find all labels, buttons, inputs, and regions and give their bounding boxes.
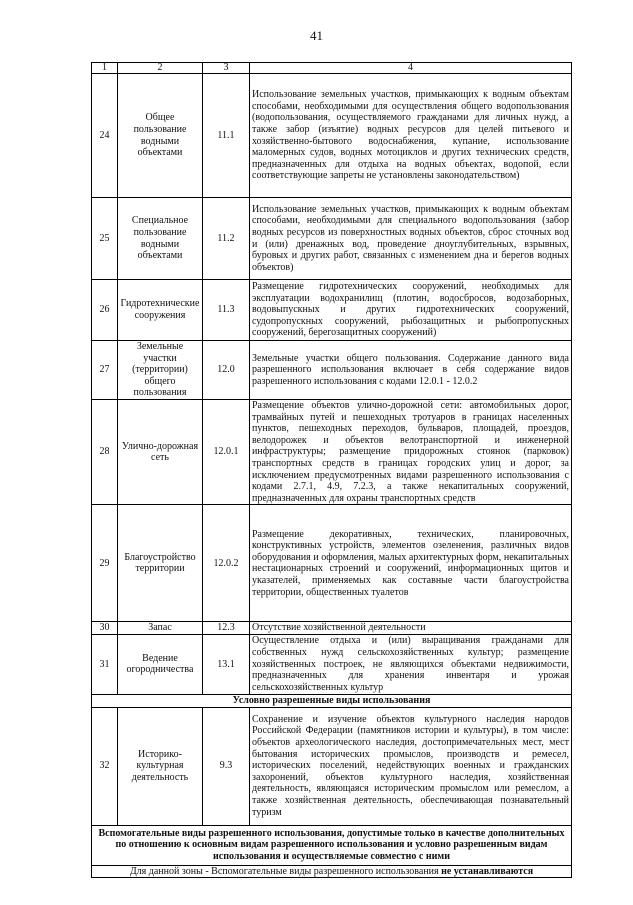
section-header-row xyxy=(92,694,572,707)
use-type-description: Размещение декоративных, технических, планировочных, конструктивных устройств, элементов озеленения, различных видов оборудования и оформления, малых архитектурных форм, некапитальных нестационарных строений и сооружений, информационных щитов и указателей, применяемых как составные части благоустройства территории, общественных туалетов xyxy=(250,505,572,622)
use-type-name: Благоустройство территории xyxy=(118,505,203,622)
row-number: 29 xyxy=(92,505,118,622)
use-type-description: Осуществление отдыха и (или) выращивания гражданами для собственных нужд сельскохозяйственных культур; размещение хозяйственных построек, не являющихся объектами недвижимости, предназначенных для хранения инвентаря и урожая сельскохозяйственных культур xyxy=(250,634,572,694)
use-type-description: Использование земельных участков, примыкающих к водным объектам способами, необходимыми для осуществления общего водопользования (водопользования, осуществляемого гражданами для личных нужд, а также забор (изъятие) водных ресурсов для целей питьевого и хозяйственно-бытового водоснабжения, купание, использование маломерных судов, водных мотоциклов и других технических средств, предназначенных для отдыха на водных объектах, водопой, если соответствующие запреты не установлены законодательством) xyxy=(250,74,572,198)
auxiliary-note-emphasis: не устанавливаются xyxy=(441,865,534,877)
use-type-name: Историко-культурная деятельность xyxy=(118,707,203,825)
use-type-description: Отсутствие хозяйственной деятельности xyxy=(250,622,572,635)
row-number: 32 xyxy=(92,707,118,825)
conditional-section-title: Условно разрешенные виды использования xyxy=(92,694,572,707)
use-type-code: 12.0.1 xyxy=(203,399,250,504)
page-number: 41 xyxy=(310,28,323,43)
use-type-code: 13.1 xyxy=(203,634,250,694)
row-number: 27 xyxy=(92,341,118,400)
use-type-code: 12.0 xyxy=(203,341,250,400)
use-type-name: Земельные участки (территории) общего пользования xyxy=(118,341,203,400)
row-number: 26 xyxy=(92,280,118,341)
land-use-table xyxy=(91,62,572,878)
use-type-code: 11.2 xyxy=(203,198,250,280)
use-type-name: Гидротехнические сооружения xyxy=(118,280,203,341)
auxiliary-note-row xyxy=(92,865,572,878)
table-row xyxy=(92,399,572,504)
use-type-description: Размещение объектов улично-дорожной сети: автомобильных дорог, трамвайных путей и пешеходных тротуаров в границах населенных пунктов, пешеходных переходов, бульваров, площадей, проездов, велодорожек и объектов велотранспортной и инженерной инфраструктуры; размещение придорожных стоянок (парковок) транспортных средств в границах городских улиц и дорог, за исключением предусмотренных видами разрешенного использования с кодами 2.7.1, 4.9, 7.2.3, а также некапитальных сооружений, предназначенных для охраны транспортных средств xyxy=(250,399,572,504)
row-number: 24 xyxy=(92,74,118,198)
use-type-code: 9.3 xyxy=(203,707,250,825)
use-type-code: 11.1 xyxy=(203,74,250,198)
use-type-description: Размещение гидротехнических сооружений, необходимых для эксплуатации водохранилищ (плотин, водосбросов, водозаборных, водовыпускных и других гидротехнических сооружений, судопропускных сооружений, рыбозащитных и рыбопропускных сооружений, берегозащитных сооружений) xyxy=(250,280,572,341)
use-type-code: 12.3 xyxy=(203,622,250,635)
table-row xyxy=(92,74,572,198)
table-row xyxy=(92,505,572,622)
use-type-code: 11.3 xyxy=(203,280,250,341)
table-row xyxy=(92,198,572,280)
use-type-description: Использование земельных участков, примыкающих к водным объектам способами, необходимыми для специального водопользования (забор водных ресурсов из поверхностных водных объектов, сброс сточных вод и (или) дренажных вод, проведение дноуглубительных, взрывных, буровых и других работ, связанных с изменением дна и берегов водных объектов) xyxy=(250,198,572,280)
row-number: 30 xyxy=(92,622,118,635)
use-type-description: Сохранение и изучение объектов культурного наследия народов Российской Федерации (памятников истории и культуры), в том числе: объектов археологического наследия, достопримечательных мест, мест бытования исторических промыслов, производств и ремесел, исторических поселений, недействующих военных и гражданских захоронений, объектов культурного наследия, хозяйственная деятельность, являющаяся историческим промыслом или ремеслом, а также хозяйственная деятельность, обеспечивающая познавательный туризм xyxy=(250,707,572,825)
column-number-row xyxy=(92,63,572,74)
use-type-name: Общее пользование водными объектами xyxy=(118,74,203,198)
auxiliary-note-text: Для данной зоны - Вспомогательные виды разрешенного использования xyxy=(129,865,439,877)
column-number: 3 xyxy=(203,63,250,74)
table-row xyxy=(92,634,572,694)
column-number: 4 xyxy=(250,63,572,74)
use-type-name: Запас xyxy=(118,622,203,635)
column-number: 1 xyxy=(92,63,118,74)
table-row xyxy=(92,341,572,400)
row-number: 28 xyxy=(92,399,118,504)
auxiliary-section-title: Вспомогательные виды разрешенного использования, допустимые только в качестве дополнительных по отношению к основным видам разрешенного использования и условно разрешенным видам использования и осуществляемые совместно с ними xyxy=(92,825,572,865)
use-type-description: Земельные участки общего пользования. Содержание данного вида разрешенного использования включает в себя содержание видов разрешенного использования с кодами 12.0.1 - 12.0.2 xyxy=(250,341,572,400)
table-row xyxy=(92,280,572,341)
auxiliary-note xyxy=(92,865,572,878)
use-type-name: Специальное пользование водными объектами xyxy=(118,198,203,280)
row-number: 31 xyxy=(92,634,118,694)
column-number: 2 xyxy=(118,63,203,74)
use-type-code: 12.0.2 xyxy=(203,505,250,622)
auxiliary-title-row xyxy=(92,825,572,865)
table-row xyxy=(92,622,572,635)
use-type-name: Ведение огородничества xyxy=(118,634,203,694)
table-row xyxy=(92,707,572,825)
use-type-name: Улично-дорожная сеть xyxy=(118,399,203,504)
row-number: 25 xyxy=(92,198,118,280)
